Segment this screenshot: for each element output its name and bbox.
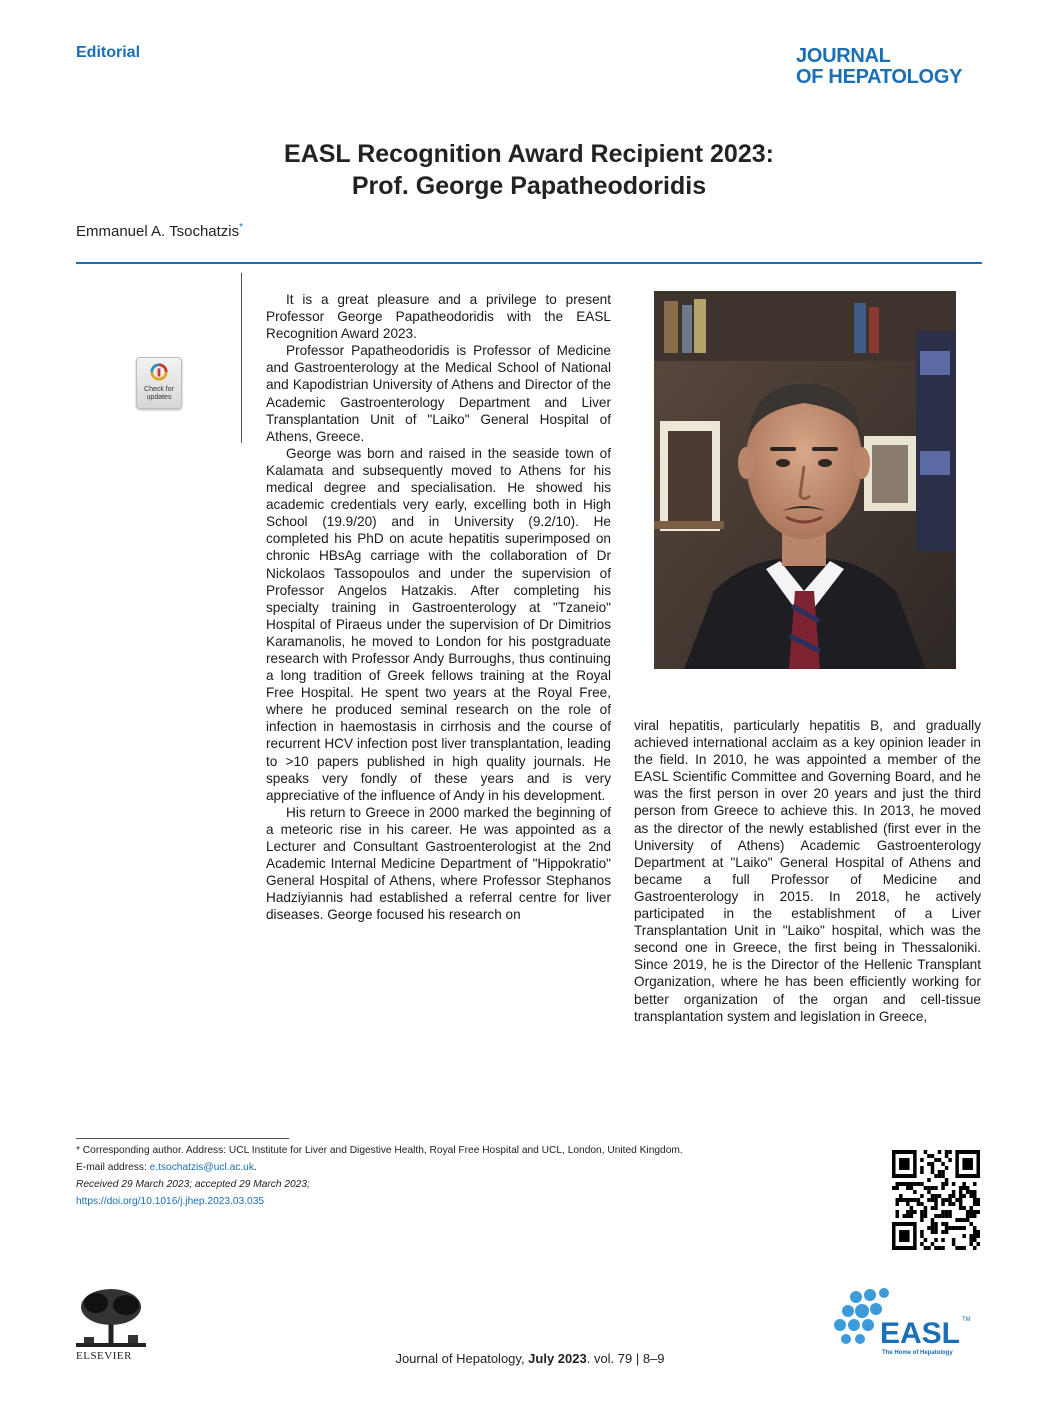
title-line-2: Prof. George Papatheodoridis bbox=[351, 172, 707, 200]
issue-date: July 2023 bbox=[528, 1351, 587, 1366]
check-for-updates-line1: Check for bbox=[144, 386, 174, 393]
email-label: E-mail address: bbox=[76, 1162, 150, 1173]
paragraph: His return to Greece in 2000 marked the beginning of a meteoric rise in his career. He was appointed as a Lecturer and Consultant Gastroenterologist at the 2nd Academic Internal Medicine Department of "Hippokratio" General Hospital of Athens, where Professor Stephanos Hadziyiannis had established a referral centre for liver diseases. George focused his research on bbox=[266, 804, 611, 923]
paragraph: viral hepatitis, particularly hepatitis B, and gradually achieved international acclaim as a key opinion leader in the field. In 2010, he was appointed a member of the EASL Scientific Committee and Governing Board, and he was the first person in over 20 years and just the third person from Greece to achieve this. In 2013, he moved as the director of the newly established (first ever in the University of Athens) Academic Gastroenterology Department at "Laiko" General Hospital of Athens and became a full Professor of Medicine and Gastroenterology in 2015. In 2018, he actively participated in the establishment of a Liver Transplantation Unit in "Laiko" hospital, which was the second one in Greece, the first being in Thessaloniki. Since 2019, he is the Director of the Hellenic Transplant Organization, where he has been efficiently working for better organization of the organ and cell-tissue transplantation system and legislation in Greece, bbox=[634, 718, 981, 1024]
journal-logo bbox=[796, 46, 962, 88]
easl-tagline: The Home of Hepatology bbox=[882, 1350, 953, 1356]
elsevier-wordmark: ELSEVIER bbox=[76, 1350, 132, 1362]
easl-wordmark: EASL bbox=[880, 1317, 961, 1350]
author-footnote-mark[interactable]: * bbox=[239, 222, 244, 233]
email-end: . bbox=[253, 1162, 257, 1173]
author-name[interactable]: Emmanuel A. Tsochatzis bbox=[76, 223, 240, 240]
doi-link[interactable]: https://doi.org/10.1016/j.jhep.2023.03.035 bbox=[76, 1196, 265, 1207]
portrait-photo bbox=[654, 291, 956, 669]
check-for-updates-button[interactable] bbox=[136, 357, 182, 409]
paragraph: George was born and raised in the seaside town of Kalamata and subsequently moved to Athens for his medical degree and specialisation. He showed his academic credentials very early, excelling both in High School (19.9/20) and in University (9.2/10). He completed his PhD on acute hepatitis superimposed on chronic HBsAg carriage with the collaboration of Dr Nickolaos Tassopoulos and under the supervision of Professor Angelos Hatzakis. After completing his specialty training in Gastroenterology at "Tzaneio" Hospital of Piraeus under the supervision of Dr Dimitrios Karamanolis, he moved to London for his postgraduate research with Professor Andy Burroughs, thus continuing a long tradition of Greek fellows training at the Royal Free Hospital. He spent two years at the Royal Free, where he produced seminal research on the role of infection in haemostasis in cirrhosis and the course of recurrent HCV infection post liver transplantation, leading to >10 papers published in high quality journals. He speaks very fondly of these years and is very appreciative of the influence of Andy in his development. bbox=[266, 445, 611, 803]
easl-trademark: TM bbox=[962, 1317, 971, 1323]
volume-pages: . vol. 79 | 8–9 bbox=[586, 1351, 665, 1366]
journal-name: Journal of Hepatology, bbox=[395, 1351, 529, 1366]
check-for-updates-label bbox=[137, 386, 181, 402]
footnotes bbox=[76, 1142, 836, 1210]
body-column-left bbox=[266, 291, 611, 923]
crossmark-icon bbox=[150, 363, 168, 381]
section-label: Editorial bbox=[76, 44, 141, 61]
journal-logo-line2: OF HEPATOLOGY bbox=[796, 66, 963, 88]
title-divider bbox=[76, 262, 982, 264]
elsevier-tree-logo bbox=[76, 1285, 146, 1347]
journal-citation bbox=[300, 1351, 760, 1366]
paragraph: Professor Papatheodoridis is Professor of Medicine and Gastroenterology at the Medical School of National and Kapodistrian University of Athens and Director of the Academic Gastroenterology Department and Liver Transplantation Unit of "Laiko" General Hospital of Athens, Greece. bbox=[266, 343, 611, 444]
easl-logo bbox=[832, 1285, 982, 1365]
received-accepted-dates: Received 29 March 2023; accepted 29 March 2023; bbox=[76, 1179, 310, 1190]
article-title bbox=[76, 138, 982, 202]
email-link[interactable]: e.tsochatzis@ucl.ac.uk bbox=[149, 1162, 254, 1173]
body-column-right bbox=[634, 717, 981, 1025]
check-for-updates-line2: updates bbox=[146, 394, 172, 401]
journal-logo-line1: JOURNAL bbox=[796, 45, 891, 67]
email-line bbox=[76, 1159, 836, 1176]
corresponding-author-note: * Corresponding author. Address: UCL Institute for Liver and Digestive Health, Royal Free Hospital and UCL, London, United Kingdom. bbox=[76, 1145, 683, 1156]
author-line bbox=[76, 222, 243, 240]
title-line-1: EASL Recognition Award Recipient 2023: bbox=[284, 140, 774, 168]
qr-code[interactable] bbox=[892, 1150, 980, 1250]
footnote-divider bbox=[76, 1138, 289, 1139]
paragraph: It is a great pleasure and a privilege to present Professor George Papatheodoridis with the EASL Recognition Award 2023. bbox=[266, 292, 611, 342]
margin-divider bbox=[241, 273, 242, 443]
